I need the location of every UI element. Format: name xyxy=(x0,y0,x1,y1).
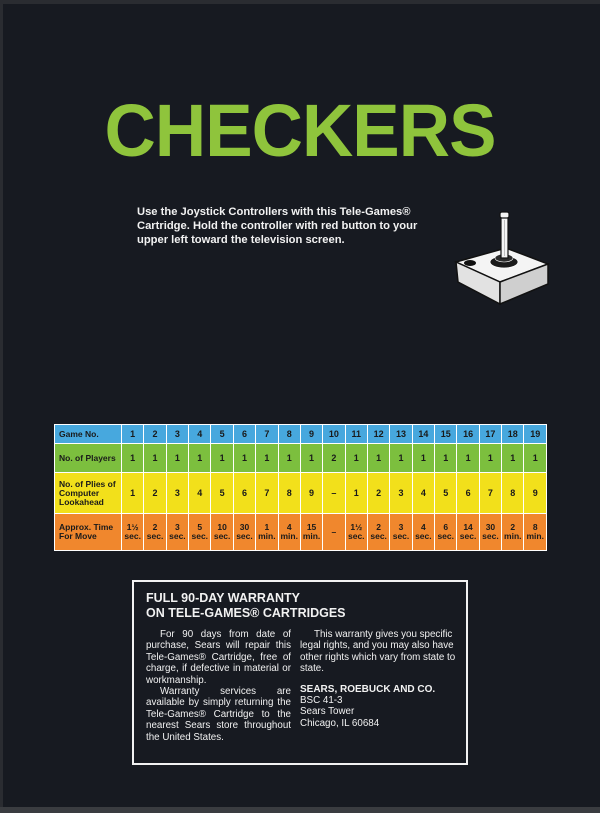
table-cell: 14 sec. xyxy=(457,514,479,551)
table-cell: 12 xyxy=(367,425,389,444)
table-cell: 9 xyxy=(300,425,322,444)
row-plies xyxy=(55,473,547,514)
table-cell: 1 xyxy=(390,444,412,473)
table-cell: 1 xyxy=(211,444,233,473)
controller-instructions: Use the Joystick Controllers with this Tele-Games® Cartridge. Hold the controller with red button to your upper left toward the television screen. xyxy=(137,206,418,246)
table-cell: 2 min. xyxy=(502,514,524,551)
table-cell: 13 xyxy=(390,425,412,444)
table-cell: 6 xyxy=(233,425,255,444)
table-cell: 5 xyxy=(435,473,457,514)
table-cell: 3 xyxy=(166,473,188,514)
row-label: No. of Plies of Computer Lookahead xyxy=(55,473,122,514)
table-cell: 1½ sec. xyxy=(345,514,367,551)
table-cell: 15 xyxy=(435,425,457,444)
table-cell: 10 sec. xyxy=(211,514,233,551)
row-players xyxy=(55,444,547,473)
table-cell: 1 xyxy=(367,444,389,473)
game-title: CHECKERS xyxy=(104,89,496,172)
table-cell: – xyxy=(323,514,345,551)
table-cell: 1 xyxy=(300,444,322,473)
warranty-right-column xyxy=(300,629,458,729)
row-move-time xyxy=(55,514,547,551)
joystick-icon xyxy=(448,200,554,318)
table-cell: 16 xyxy=(457,425,479,444)
box-edge-top xyxy=(0,0,600,4)
table-cell: 19 xyxy=(524,425,547,444)
table-cell: 1 xyxy=(122,444,144,473)
table-cell: 4 xyxy=(189,425,211,444)
warranty-left-column xyxy=(146,629,291,743)
table-cell: 7 xyxy=(479,473,501,514)
row-label: Approx. Time For Move xyxy=(55,514,122,551)
table-cell: 5 xyxy=(211,473,233,514)
table-cell: 18 xyxy=(502,425,524,444)
table-cell: 8 xyxy=(278,425,300,444)
warranty-heading xyxy=(146,591,346,621)
table-cell: 3 xyxy=(166,425,188,444)
address-line3: Chicago, IL 60684 xyxy=(300,717,380,729)
table-cell: 2 xyxy=(144,425,166,444)
table-cell: 14 xyxy=(412,425,434,444)
table-cell: 4 xyxy=(189,473,211,514)
table-cell: 7 xyxy=(256,473,278,514)
table-cell: 11 xyxy=(345,425,367,444)
table-cell: 17 xyxy=(479,425,501,444)
warranty-box xyxy=(132,580,468,765)
table-cell: 8 min. xyxy=(524,514,547,551)
table-cell: – xyxy=(323,473,345,514)
table-cell: 30 sec. xyxy=(233,514,255,551)
table-cell: 30 sec. xyxy=(479,514,501,551)
table-cell: 1½ sec. xyxy=(122,514,144,551)
company-address xyxy=(300,684,458,730)
table-cell: 1 xyxy=(122,425,144,444)
table-cell: 2 sec. xyxy=(144,514,166,551)
row-label: No. of Players xyxy=(55,444,122,473)
table-cell: 2 xyxy=(367,473,389,514)
table-cell: 1 xyxy=(435,444,457,473)
table-cell: 1 xyxy=(278,444,300,473)
table-cell: 8 xyxy=(278,473,300,514)
table-cell: 15 min. xyxy=(300,514,322,551)
game-options-table xyxy=(54,424,547,551)
table-cell: 6 xyxy=(457,473,479,514)
table-cell: 1 xyxy=(502,444,524,473)
table-cell: 1 xyxy=(189,444,211,473)
table-cell: 5 xyxy=(211,425,233,444)
address-line1: BSC 41-3 xyxy=(300,695,343,707)
box-edge-left xyxy=(0,0,3,813)
table-cell: 6 xyxy=(233,473,255,514)
table-cell: 4 sec. xyxy=(412,514,434,551)
table-cell: 1 xyxy=(457,444,479,473)
warranty-para3: This warranty gives you specific legal rights, and you may also have other rights which vary from state to state. xyxy=(300,629,456,675)
table-cell: 1 xyxy=(412,444,434,473)
row-game-number xyxy=(55,425,547,444)
table-cell: 1 xyxy=(256,444,278,473)
table-cell: 10 xyxy=(323,425,345,444)
warranty-heading-line1: FULL 90-DAY WARRANTY xyxy=(146,591,300,605)
row-label: Game No. xyxy=(55,425,122,444)
table-cell: 3 sec. xyxy=(166,514,188,551)
warranty-para2: Warranty services are available by simply returning the Tele-Games® Cartridge to the nearest Sears store throughout the United States. xyxy=(146,686,291,743)
table-cell: 1 min. xyxy=(256,514,278,551)
warranty-heading-line2: ON TELE-GAMES® CARTRIDGES xyxy=(146,606,346,620)
table-cell: 6 sec. xyxy=(435,514,457,551)
table-cell: 1 xyxy=(524,444,547,473)
table-cell: 2 sec. xyxy=(367,514,389,551)
table-cell: 4 min. xyxy=(278,514,300,551)
warranty-para1: For 90 days from date of purchase, Sears will repair this Tele-Games® Cartridge, free of charge, if defective in material or workmanship. xyxy=(146,629,291,686)
table-cell: 1 xyxy=(144,444,166,473)
table-cell: 9 xyxy=(300,473,322,514)
table-cell: 1 xyxy=(122,473,144,514)
table-cell: 8 xyxy=(502,473,524,514)
table-cell: 7 xyxy=(256,425,278,444)
table-cell: 9 xyxy=(524,473,547,514)
address-line2: Sears Tower xyxy=(300,706,355,718)
table-cell: 3 sec. xyxy=(390,514,412,551)
table-cell: 1 xyxy=(345,473,367,514)
table-cell: 2 xyxy=(144,473,166,514)
box-edge-bottom xyxy=(0,807,600,813)
table-cell: 1 xyxy=(166,444,188,473)
table-cell: 2 xyxy=(323,444,345,473)
table-cell: 4 xyxy=(412,473,434,514)
table-cell: 5 sec. xyxy=(189,514,211,551)
company-name: SEARS, ROEBUCK AND CO. xyxy=(300,683,436,695)
table-cell: 3 xyxy=(390,473,412,514)
table-cell: 1 xyxy=(345,444,367,473)
table-cell: 1 xyxy=(233,444,255,473)
table-cell: 1 xyxy=(479,444,501,473)
